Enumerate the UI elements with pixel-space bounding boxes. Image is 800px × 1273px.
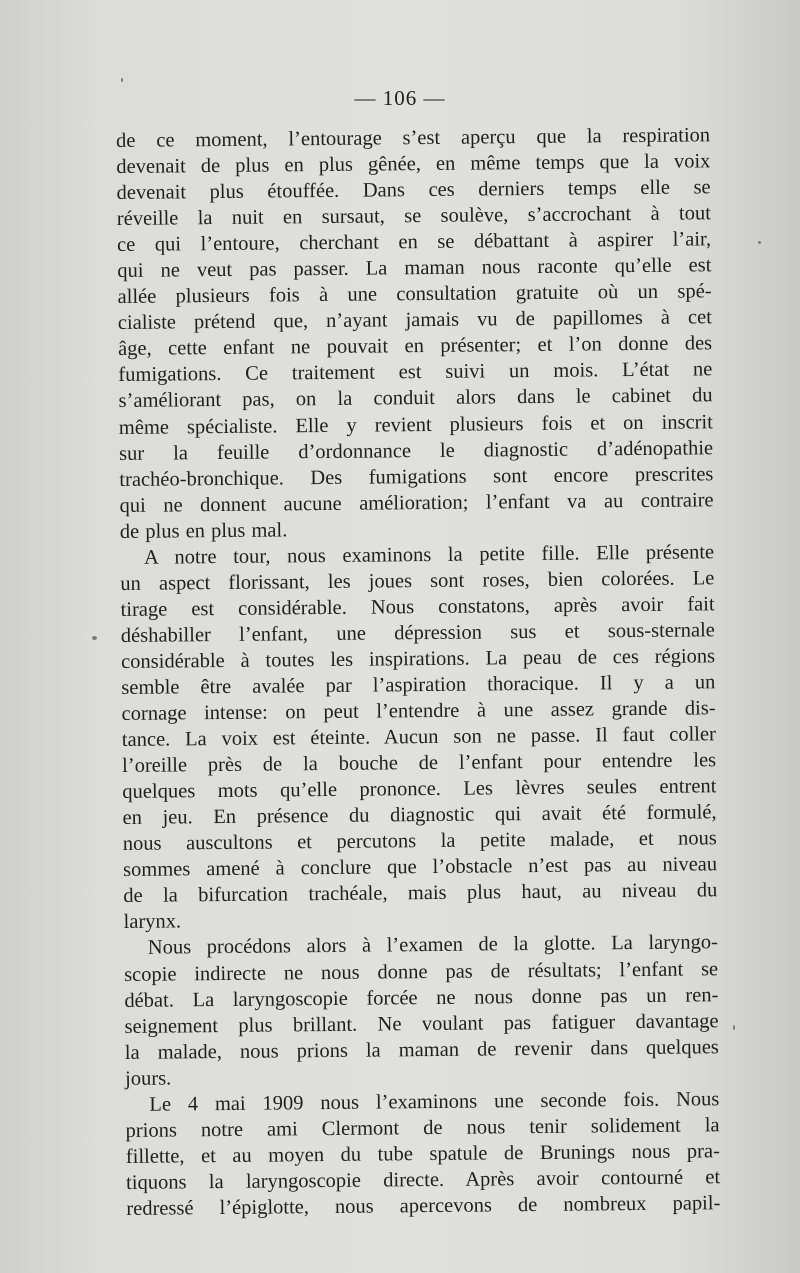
text-line: fumigations. Ce traitement est suivi un mois. L’état ne bbox=[118, 358, 713, 387]
body-text bbox=[116, 122, 720, 1222]
text-line: l’oreille près de la bouche de l’enfant pour entendre les bbox=[122, 749, 717, 778]
text-line: la malade, nous prions la maman de revenir dans quelques bbox=[124, 1035, 719, 1064]
text-line: de ce moment, l’entourage s’est aperçu que la respiration bbox=[116, 124, 711, 152]
text-line: quelques mots qu’elle prononce. Les lèvres seules entrent bbox=[122, 775, 717, 804]
scan-speck bbox=[121, 78, 123, 82]
text-line: de la bifurcation trachéale, mais plus haut, au niveau du bbox=[123, 879, 718, 908]
text-line: scopie indirecte ne nous donne pas de résultats; l’enfant se bbox=[124, 957, 719, 986]
text-line: en jeu. En présence du diagnostic qui avait été formulé, bbox=[122, 801, 717, 830]
scan-speck bbox=[758, 241, 761, 244]
paragraph-first-line: Le 4 mai 1909 nous l’examinons une seconde fois. Nous bbox=[149, 1087, 720, 1116]
text-line: tance. La voix est éteinte. Aucun son ne passe. Il faut coller bbox=[121, 723, 716, 752]
text-line: devenait plus étouffée. Dans ces derniers temps elle se bbox=[116, 176, 711, 205]
text-line: seignement plus brillant. Ne voulant pas fatiguer davantage bbox=[124, 1009, 719, 1038]
text-line: larynx. bbox=[123, 910, 182, 934]
text-line: s’améliorant pas, on la conduit alors dans le cabinet du bbox=[118, 384, 713, 413]
text-line: fillette, et au moyen du tube spatule de Brunings nous pra- bbox=[125, 1140, 720, 1168]
text-line: tirage est considérable. Nous constatons, après avoir fait bbox=[120, 593, 715, 621]
text-line: devenait de plus en plus gênée, en même temps que la voix bbox=[116, 150, 711, 179]
page-number: — 106 — bbox=[354, 86, 446, 110]
text-line: allée plusieurs fois à une consultation gratuite où un spé- bbox=[117, 280, 712, 309]
text-line: prions notre ami Clermont de nous tenir solidement la bbox=[125, 1114, 720, 1142]
text-line: cialiste prétend que, n’ayant jamais vu de papillomes à cet bbox=[117, 306, 712, 335]
text-line: qui ne donnent aucune amélioration; l’enfant va au contraire bbox=[119, 488, 714, 517]
scan-speck bbox=[733, 1025, 735, 1030]
text-line: débat. La laryngoscopie forcée ne nous donne pas un ren- bbox=[124, 983, 719, 1012]
text-line: âge, cette enfant ne pouvait en présenter; et l’on donne des bbox=[118, 332, 713, 361]
text-line: réveille la nuit en sursaut, se soulève, s’accrochant à tout bbox=[116, 202, 711, 231]
text-line: sommes amené à conclure que l’obstacle n’est pas au niveau bbox=[123, 853, 718, 882]
paragraph-first-line: A notre tour, nous examinons la petite fille. Elle présente bbox=[144, 541, 715, 569]
text-line: sur la feuille d’ordonnance le diagnostic d’adénopathie bbox=[119, 436, 714, 465]
text-line: considérable à toutes les inspirations. La peau de ces régions bbox=[121, 645, 716, 673]
text-line: semble être avalée par l’aspiration thoracique. Il y a un bbox=[121, 671, 716, 699]
text-line: cornage intense: on peut l’entendre à une assez grande dis- bbox=[121, 697, 716, 726]
text-line: un aspect florissant, les joues sont roses, bien colorées. Le bbox=[120, 567, 715, 595]
text-line: déshabiller l’enfant, une dépression sus et sous-sternale bbox=[120, 619, 715, 647]
text-line: qui ne veut pas passer. La maman nous raconte qu’elle est bbox=[117, 254, 712, 283]
text-line: trachéo-bronchique. Des fumigations sont encore prescrites bbox=[119, 462, 714, 491]
paragraph-first-line: Nous procédons alors à l’examen de la glotte. La laryngo- bbox=[147, 931, 718, 960]
text-line: nous auscultons et percutons la petite malade, et nous bbox=[122, 827, 717, 856]
text-line: même spécialiste. Elle y revient plusieurs fois et on inscrit bbox=[118, 410, 713, 439]
scan-speck bbox=[92, 636, 97, 640]
text-line: jours. bbox=[125, 1067, 172, 1090]
text-line: redressé l’épiglotte, nous apercevons de nombreux papil- bbox=[126, 1192, 721, 1220]
text-line: de plus en plus mal. bbox=[119, 519, 288, 543]
text-line: tiquons la laryngoscopie directe. Après avoir contourné et bbox=[126, 1166, 721, 1194]
text-line: ce qui l’entoure, cherchant en se débattant à aspirer l’air, bbox=[117, 228, 712, 257]
